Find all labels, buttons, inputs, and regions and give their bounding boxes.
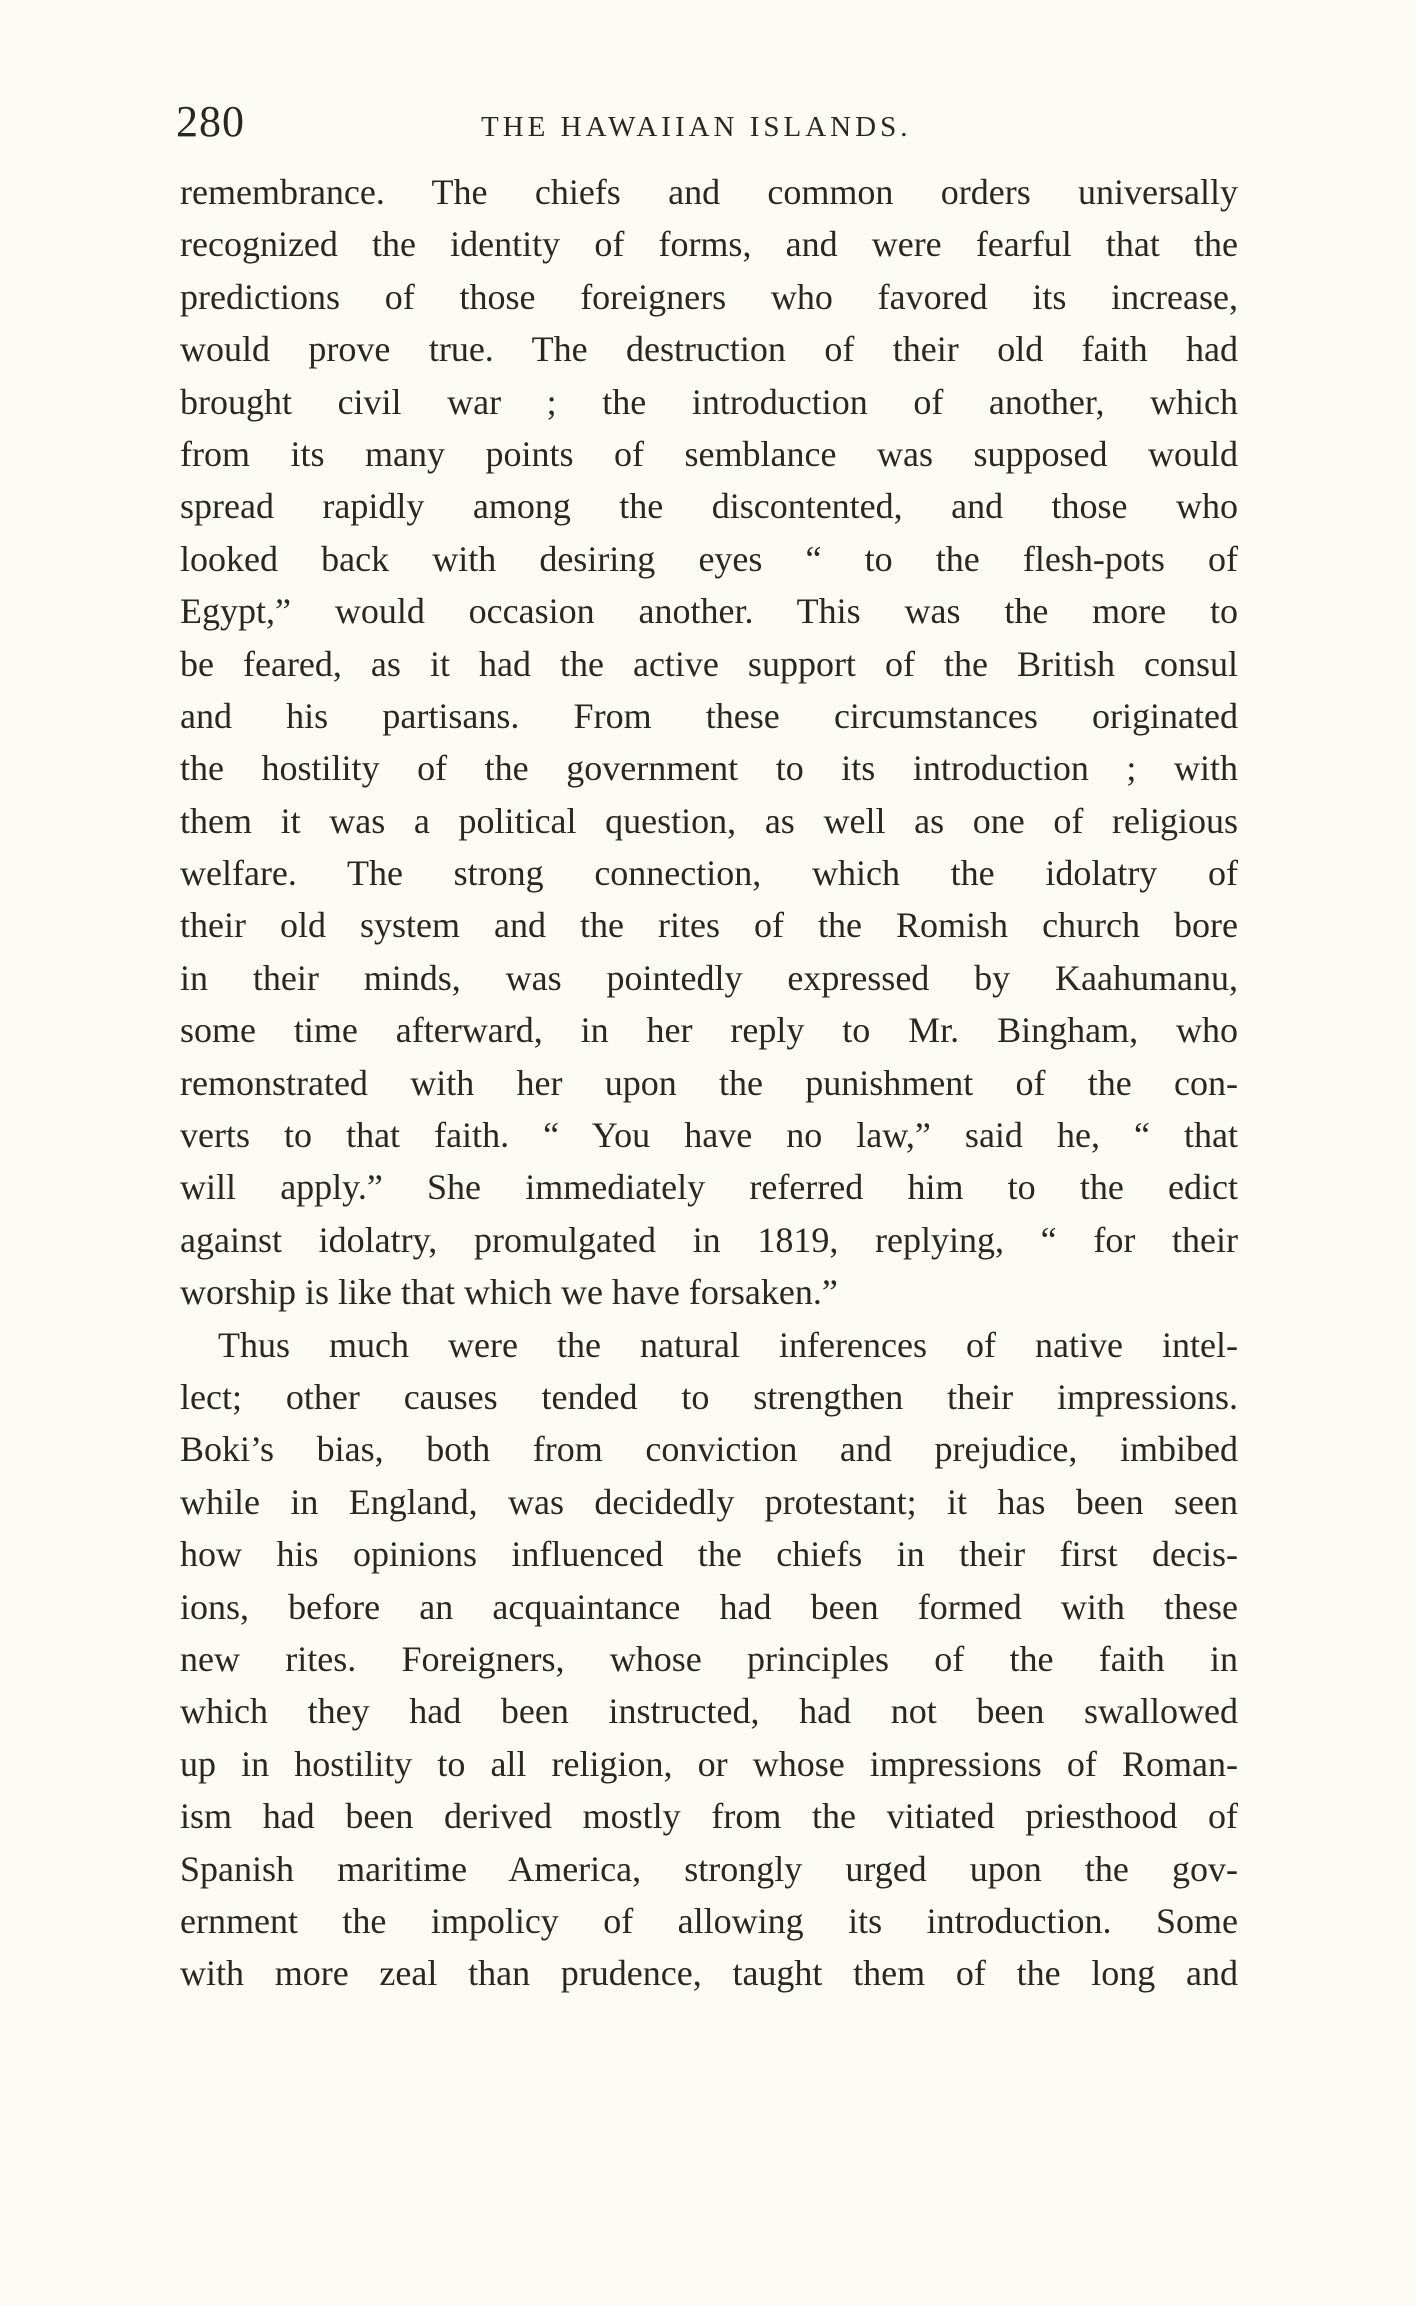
page-number: 280 <box>176 97 245 146</box>
text-line: welfare. The strong connection, which the idolatry of <box>180 853 1238 894</box>
text-line: ions, before an acquaintance had been formed with these <box>180 1586 1238 1627</box>
text-line: with more zeal than prudence, taught them of the long and <box>180 1953 1238 1994</box>
text-line: brought civil war ; the introduction of another, which <box>180 381 1238 422</box>
text-line: new rites. Foreigners, whose principles of the faith in <box>180 1638 1238 1679</box>
text-line: remembrance. The chiefs and common orders universally <box>180 172 1238 212</box>
text-line: which they had been instructed, had not been swallowed <box>180 1691 1238 1732</box>
paragraph-end-line: worship is like that which we have forsaken.” <box>180 1272 838 1313</box>
text-line: Spanish maritime America, strongly urged upon the gov- <box>180 1848 1238 1889</box>
text-line: Boki’s bias, both from conviction and prejudice, imbibed <box>180 1429 1238 1470</box>
running-head <box>176 92 1266 152</box>
text-line: ism had been derived mostly from the vitiated priesthood of <box>180 1796 1238 1837</box>
paragraph-start-line: Thus much were the natural inferences of native intel- <box>218 1324 1238 1365</box>
text-line: and his partisans. From these circumstances originated <box>180 695 1238 736</box>
text-line: against idolatry, promulgated in 1819, replying, “ for their <box>180 1219 1238 1260</box>
text-line: spread rapidly among the discontented, and those who <box>180 486 1238 527</box>
text-line: some time afterward, in her reply to Mr. Bingham, who <box>180 1010 1238 1051</box>
text-line: Egypt,” would occasion another. This was the more to <box>180 591 1238 632</box>
text-line: recognized the identity of forms, and were fearful that the <box>180 224 1238 265</box>
body-text <box>180 166 1238 2000</box>
text-line: remonstrated with her upon the punishment of the con- <box>180 1062 1238 1103</box>
text-line: be feared, as it had the active support of the British consul <box>180 643 1238 684</box>
text-line: how his opinions influenced the chiefs in their first decis- <box>180 1534 1238 1575</box>
text-line: up in hostility to all religion, or whose impressions of Roman- <box>180 1743 1238 1784</box>
text-line: while in England, was decidedly protestant; it has been seen <box>180 1481 1238 1522</box>
text-line: lect; other causes tended to strengthen their impressions. <box>180 1376 1238 1417</box>
text-line: in their minds, was pointedly expressed by Kaahumanu, <box>180 957 1238 998</box>
text-line: will apply.” She immediately referred him to the edict <box>180 1167 1238 1208</box>
text-line: from its many points of semblance was supposed would <box>180 433 1238 474</box>
text-line: the hostility of the government to its introduction ; with <box>180 748 1238 789</box>
text-line: them it was a political question, as well as one of religious <box>180 800 1238 841</box>
running-title: THE HAWAIIAN ISLANDS. <box>481 111 912 143</box>
text-line: ernment the impolicy of allowing its introduction. Some <box>180 1900 1238 1941</box>
text-line: looked back with desiring eyes “ to the flesh-pots of <box>180 538 1238 579</box>
text-line: predictions of those foreigners who favored its increase, <box>180 276 1238 317</box>
text-line: verts to that faith. “ You have no law,” said he, “ that <box>180 1115 1238 1156</box>
text-line: their old system and the rites of the Romish church bore <box>180 905 1238 946</box>
text-line: would prove true. The destruction of their old faith had <box>180 329 1238 370</box>
